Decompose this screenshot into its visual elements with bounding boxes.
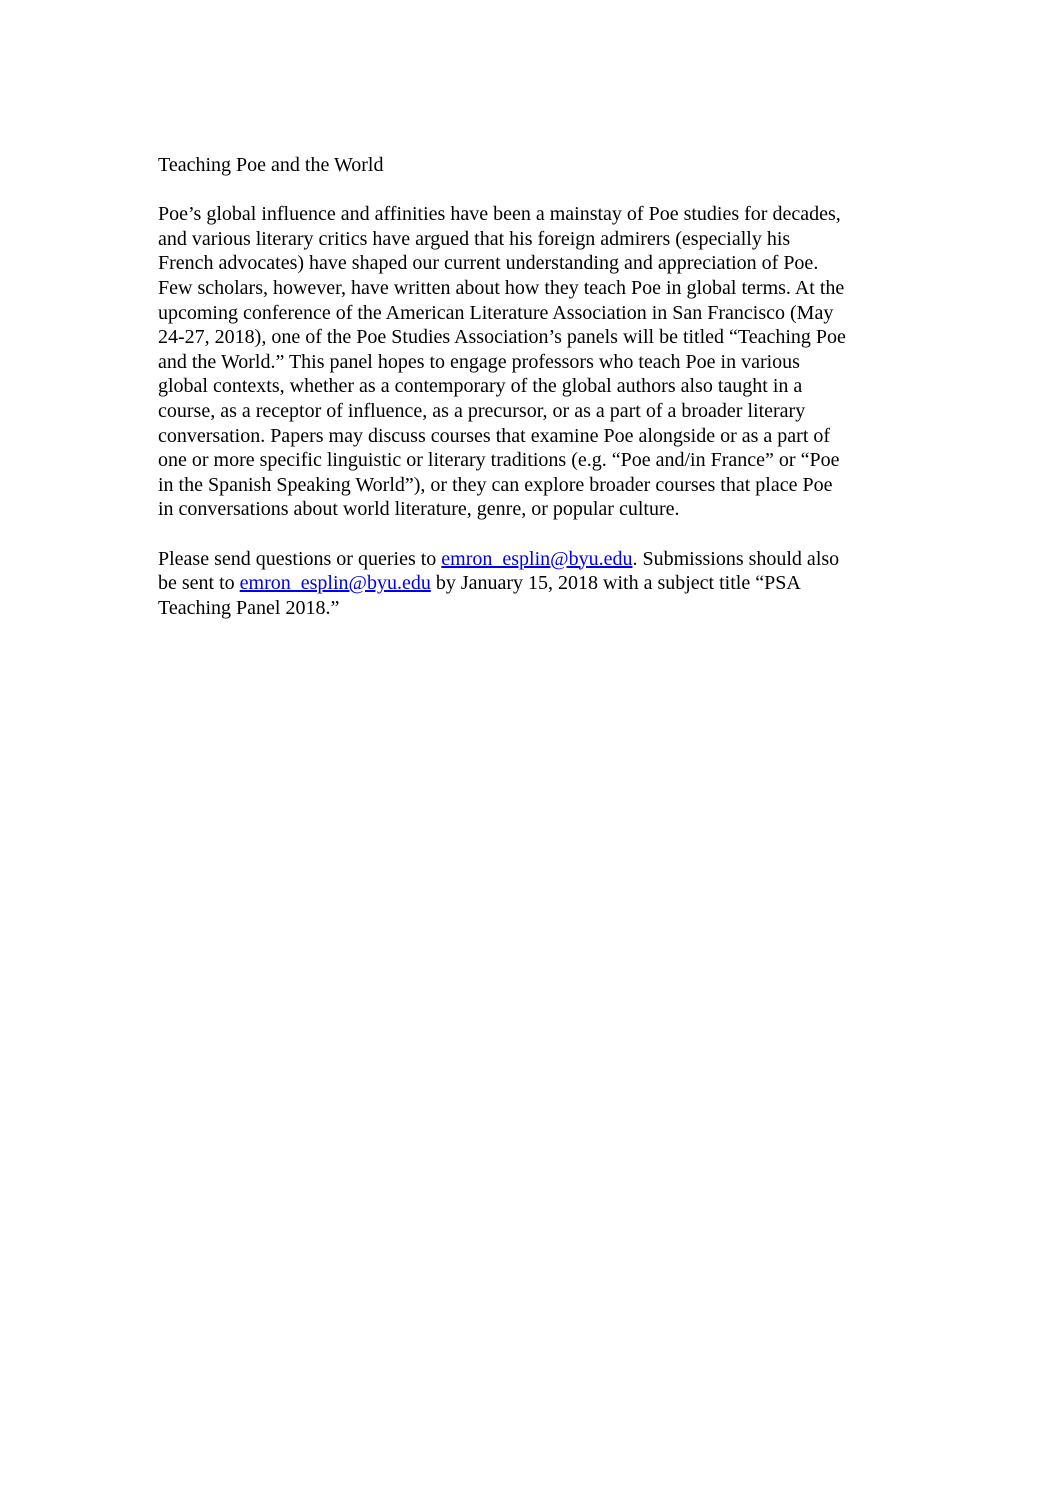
text-line: and various literary critics have argued that his foreign admirers (especially his [158, 227, 791, 250]
text-line: be sent to emron_esplin@byu.edu by January 15, 2018 with a subject title “PSA [158, 572, 801, 595]
text-line: in conversations about world literature, genre, or popular culture. [158, 498, 680, 521]
paragraph-contact [158, 547, 910, 621]
text-line: Teaching Panel 2018.” [158, 596, 340, 619]
document-body [158, 153, 910, 620]
text-line: course, as a receptor of influence, as a precursor, or as a part of a broader literary [158, 399, 806, 422]
email-link[interactable]: emron_esplin@byu.edu [441, 547, 633, 570]
text-line: Please send questions or queries to emron_esplin@byu.edu. Submissions should also [158, 547, 840, 570]
text-line: and the World.” This panel hopes to engage professors who teach Poe in various [158, 350, 800, 373]
text-line: one or more specific linguistic or literary traditions (e.g. “Poe and/in France” or “Poe [158, 449, 840, 472]
text-line: conversation. Papers may discuss courses that examine Poe alongside or as a part of [158, 424, 831, 447]
text-line: Poe’s global influence and affinities have been a mainstay of Poe studies for decades, [158, 203, 841, 226]
text-line: Few scholars, however, have written about how they teach Poe in global terms. At the [158, 276, 845, 299]
text-line: global contexts, whether as a contemporary of the global authors also taught in a [158, 375, 803, 398]
text-line: 24-27, 2018), one of the Poe Studies Association’s panels will be titled “Teaching Poe [158, 326, 846, 349]
paragraph-body [158, 202, 910, 522]
text-line: in the Spanish Speaking World”), or they can explore broader courses that place Poe [158, 473, 833, 496]
email-link[interactable]: emron_esplin@byu.edu [239, 572, 431, 595]
document-title: Teaching Poe and the World [158, 154, 384, 176]
text-line: upcoming conference of the American Literature Association in San Francisco (May [158, 301, 834, 324]
text-line: French advocates) have shaped our current understanding and appreciation of Poe. [158, 252, 819, 275]
